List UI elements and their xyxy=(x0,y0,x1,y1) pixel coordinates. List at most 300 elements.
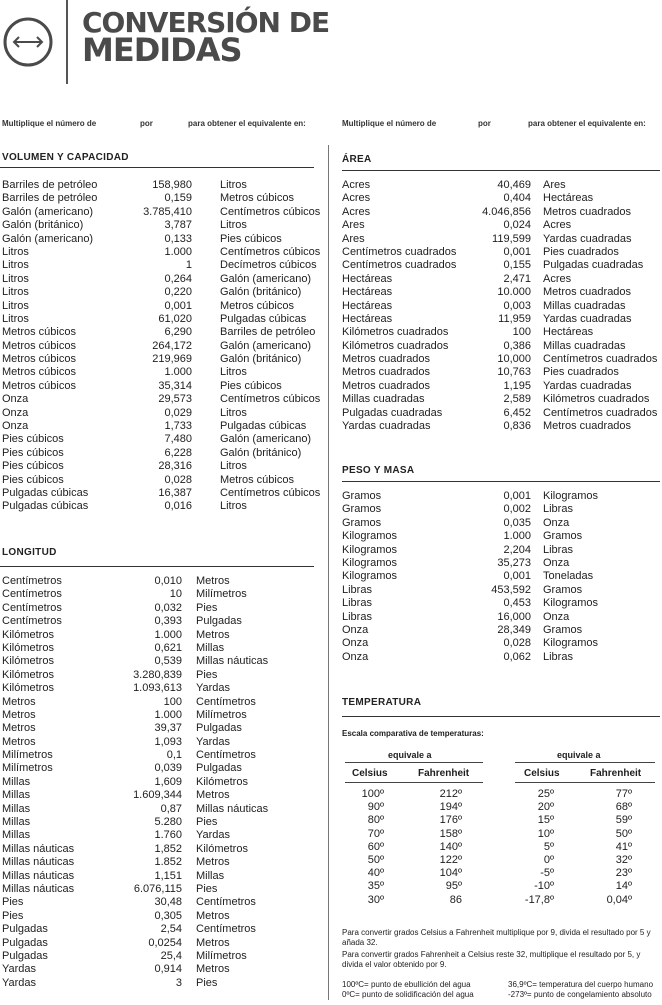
table-row xyxy=(2,937,314,950)
from-unit: Metros xyxy=(2,695,36,708)
celsius-header: Celsius xyxy=(352,768,388,779)
table-row xyxy=(2,179,314,192)
to-unit: Galón (británico) xyxy=(220,353,302,366)
from-unit: Galón (británico) xyxy=(2,219,84,232)
table-row xyxy=(342,393,660,406)
factor: 119,599 xyxy=(492,232,531,245)
table-row xyxy=(342,420,660,433)
factor: 1.000 xyxy=(503,530,531,543)
from-unit: Yardas xyxy=(2,976,37,989)
to-unit: Pies xyxy=(196,816,218,829)
factor: 0,010 xyxy=(154,575,182,587)
table-row xyxy=(342,233,660,246)
table-row xyxy=(342,179,660,192)
celsius-value: 35º xyxy=(367,880,384,893)
table-row xyxy=(342,326,660,339)
from-unit: Galón (americano) xyxy=(2,205,94,218)
to-unit: Yardas cuadradas xyxy=(543,312,632,325)
factor: 158,980 xyxy=(152,179,192,191)
from-unit: Litros xyxy=(2,312,29,325)
from-unit: Metros xyxy=(2,708,36,721)
table-row xyxy=(2,655,314,668)
from-unit: Litros xyxy=(2,286,29,299)
factor: 0,039 xyxy=(154,762,182,775)
celsius-value: 90º xyxy=(367,801,384,814)
to-unit: Gramos xyxy=(543,623,583,636)
from-unit: Gramos xyxy=(342,516,382,529)
factor: 0,024 xyxy=(503,219,531,232)
from-unit: Ares xyxy=(342,219,365,232)
section-title-weight: PESO Y MASA xyxy=(342,465,415,476)
table-row xyxy=(2,629,314,642)
to-unit: Kilogramos xyxy=(543,490,599,502)
from-unit: Kilómetros xyxy=(2,628,54,641)
table-row xyxy=(342,366,660,379)
celsius-value: -5º xyxy=(540,867,554,880)
from-unit: Metros xyxy=(2,735,36,748)
table-row xyxy=(342,192,660,205)
table-row xyxy=(342,544,660,557)
from-unit: Pulgadas xyxy=(2,936,48,949)
from-unit: Millas cuadradas xyxy=(342,393,425,406)
factor: 6,452 xyxy=(503,406,531,419)
header-divider xyxy=(66,0,68,84)
to-unit: Pulgadas xyxy=(196,722,242,735)
from-unit: Millas xyxy=(2,816,31,829)
factor: 0,035 xyxy=(503,516,531,529)
title-line-2: MEDIDAS xyxy=(82,31,242,69)
celsius-value: -17,8º xyxy=(524,893,554,906)
from-unit: Acres xyxy=(342,205,371,218)
to-unit: Pies xyxy=(196,882,218,895)
from-unit: Milímetros xyxy=(2,749,53,762)
to-unit: Gramos xyxy=(543,530,583,543)
factor: 1.000 xyxy=(154,628,182,641)
factor: 2,589 xyxy=(503,393,531,406)
from-unit: Millas xyxy=(2,802,31,815)
factor: 1,195 xyxy=(503,379,531,392)
factor: 1,093 xyxy=(154,735,182,748)
to-unit: Pulgadas cúbicas xyxy=(220,420,307,433)
to-unit: Pies xyxy=(196,668,218,681)
table-row xyxy=(342,597,660,610)
from-unit: Millas náuticas xyxy=(2,856,75,869)
table-row xyxy=(2,474,314,487)
from-unit: Pulgadas xyxy=(2,949,48,962)
to-unit: Pulgadas xyxy=(196,615,242,628)
instruction-part-a: Multiplique el número de xyxy=(2,119,97,128)
fahrenheit-value: 104º xyxy=(439,867,462,880)
to-unit: Metros cuadrados xyxy=(543,286,632,299)
factor: 0,028 xyxy=(164,473,192,486)
factor: 0,062 xyxy=(503,650,531,663)
section-rule xyxy=(0,566,314,567)
to-unit: Centímetros xyxy=(196,695,256,708)
table-row xyxy=(342,286,660,299)
from-unit: Pies cúbicos xyxy=(2,460,64,473)
table-row xyxy=(342,584,660,597)
factor: 10 xyxy=(169,588,182,601)
table-row xyxy=(2,696,314,709)
from-unit: Kilogramos xyxy=(342,543,398,556)
factor: 61,020 xyxy=(158,312,192,325)
to-unit: Milímetros xyxy=(196,708,247,721)
from-unit: Litros xyxy=(2,245,29,258)
factor: 0,029 xyxy=(164,406,192,419)
factor: 1,852 xyxy=(154,842,182,855)
from-unit: Hectáreas xyxy=(342,286,393,299)
factor: 0,133 xyxy=(164,232,192,245)
to-unit: Pies cúbicos xyxy=(220,379,282,392)
celsius-value: 20º xyxy=(537,801,554,814)
to-unit: Centímetros xyxy=(196,749,256,762)
table-row xyxy=(2,340,314,353)
to-unit: Litros xyxy=(220,179,247,191)
factor: 3,787 xyxy=(164,219,192,232)
celsius-header: Celsius xyxy=(524,768,560,779)
temperature-intro: Escala comparativa de temperaturas: xyxy=(342,729,484,738)
to-unit: Metros cúbicos xyxy=(220,473,294,486)
table-row xyxy=(2,615,314,628)
from-unit: Galón (americano) xyxy=(2,232,94,245)
celsius-value: 10º xyxy=(537,827,554,840)
to-unit: Kilómetros xyxy=(196,775,248,788)
to-unit: Metros cuadrados xyxy=(543,205,632,218)
factor: 0,001 xyxy=(503,570,531,583)
table-row xyxy=(2,326,314,339)
table-row xyxy=(2,192,314,205)
factor: 0,87 xyxy=(160,802,182,815)
to-unit: Millas xyxy=(196,641,225,654)
fahrenheit-value: 59º xyxy=(615,814,632,827)
fahrenheit-value: 23º xyxy=(615,867,632,880)
fahrenheit-value: 158º xyxy=(439,827,462,840)
to-unit: Centímetros cúbicos xyxy=(220,245,321,258)
table-row xyxy=(2,460,314,473)
from-unit: Onza xyxy=(342,623,369,636)
factor: 0,264 xyxy=(164,272,192,285)
to-unit: Metros xyxy=(196,789,230,802)
from-unit: Pies cúbicos xyxy=(2,433,64,446)
from-unit: Pulgadas cúbicas xyxy=(2,486,89,499)
table-row xyxy=(2,313,314,326)
factor: 3.280,839 xyxy=(133,668,182,681)
fahrenheit-value: 122º xyxy=(439,854,462,866)
table-row xyxy=(2,709,314,722)
fahrenheit-value: 68º xyxy=(615,801,632,814)
from-unit: Pies xyxy=(2,909,24,922)
to-unit: Acres xyxy=(543,219,572,232)
table-row xyxy=(2,963,314,976)
to-unit: Acres xyxy=(543,272,572,285)
factor: 100 xyxy=(512,326,531,339)
from-unit: Litros xyxy=(2,272,29,285)
from-unit: Metros cuadrados xyxy=(342,379,431,392)
celsius-value: 50º xyxy=(367,854,384,866)
to-unit: Onza xyxy=(543,556,570,569)
table-row xyxy=(342,637,660,650)
factor: 40,469 xyxy=(497,179,531,191)
celsius-value: 25º xyxy=(537,788,554,800)
factor: 2,54 xyxy=(160,923,182,936)
from-unit: Centímetros cuadrados xyxy=(342,245,457,258)
from-unit: Kilogramos xyxy=(342,556,398,569)
table-row xyxy=(2,219,314,232)
factor: 30,48 xyxy=(154,896,182,909)
header xyxy=(0,0,662,84)
table-row xyxy=(342,246,660,259)
to-unit: Centímetros xyxy=(196,896,256,909)
from-unit: Yardas cuadradas xyxy=(342,420,431,433)
to-unit: Galón (americano) xyxy=(220,339,312,352)
from-unit: Gramos xyxy=(342,490,382,502)
factor: 0,386 xyxy=(503,339,531,352)
table-row xyxy=(342,219,660,232)
table-row xyxy=(342,340,660,353)
to-unit: Kilómetros cuadrados xyxy=(543,393,650,406)
from-unit: Millas xyxy=(2,789,31,802)
table-row xyxy=(2,420,314,433)
table-row xyxy=(2,736,314,749)
factor: 0,016 xyxy=(164,500,192,513)
section-rule xyxy=(0,167,314,168)
title-line-1: CONVERSIÓN DE xyxy=(82,6,330,39)
to-unit: Millas cuadradas xyxy=(543,339,626,352)
factor: 2,204 xyxy=(503,543,531,556)
from-unit: Pulgadas cúbicas xyxy=(2,500,89,513)
table-row xyxy=(342,611,660,624)
from-unit: Kilómetros xyxy=(2,641,54,654)
to-unit: Pulgadas cuadradas xyxy=(543,259,644,272)
factor: 0,028 xyxy=(503,637,531,650)
to-unit: Gramos xyxy=(543,583,583,596)
from-unit: Yardas xyxy=(2,963,37,976)
from-unit: Metros cúbicos xyxy=(2,366,76,379)
factor: 28,349 xyxy=(497,623,531,636)
to-unit: Kilogramos xyxy=(543,637,599,650)
factor: 0,621 xyxy=(154,641,182,654)
table-row xyxy=(342,517,660,530)
from-unit: Kilómetros cuadrados xyxy=(342,339,449,352)
factor: 0,003 xyxy=(503,299,531,312)
table-row xyxy=(2,366,314,379)
factor: 3.785,410 xyxy=(143,205,192,218)
from-unit: Onza xyxy=(2,406,29,419)
to-unit: Toneladas xyxy=(543,570,594,583)
celsius-value: 15º xyxy=(537,814,554,827)
factor: 1.000 xyxy=(164,366,192,379)
from-unit: Kilómetros cuadrados xyxy=(342,326,449,339)
table-row xyxy=(2,433,314,446)
to-unit: Kilómetros xyxy=(196,842,248,855)
equivalence-label: equivale a xyxy=(388,750,432,760)
factor: 0,1 xyxy=(166,749,182,762)
factor: 1 xyxy=(185,259,192,272)
factor: 1.093,613 xyxy=(133,682,182,695)
celsius-value: 60º xyxy=(367,840,384,853)
header-rule xyxy=(515,782,655,783)
factor: 0,453 xyxy=(503,597,531,610)
factor: 0,001 xyxy=(164,299,192,312)
to-unit: Libras xyxy=(543,543,573,556)
from-unit: Barriles de petróleo xyxy=(2,192,98,205)
to-unit: Kilogramos xyxy=(543,597,599,610)
to-unit: Millas náuticas xyxy=(196,802,269,815)
from-unit: Centímetros xyxy=(2,601,62,614)
from-unit: Onza xyxy=(342,650,369,663)
factor: 0,155 xyxy=(503,259,531,272)
to-unit: Yardas cuadradas xyxy=(543,379,632,392)
to-unit: Hectáreas xyxy=(543,192,594,205)
table-row xyxy=(2,245,321,259)
fahrenheit-value: 41º xyxy=(615,840,632,853)
celsius-value: -10º xyxy=(534,880,554,893)
celsius-value: 70º xyxy=(367,827,384,840)
to-unit: Hectáreas xyxy=(543,326,594,339)
absolute-zero-note: -273º= punto de congelamiento absoluto xyxy=(508,990,652,999)
header-rule xyxy=(345,762,483,763)
table-row xyxy=(2,486,321,500)
from-unit: Milímetros xyxy=(2,762,53,775)
to-unit: Pies cúbicos xyxy=(220,232,282,245)
section-title-length: LONGITUD xyxy=(2,547,57,558)
factor: 28,316 xyxy=(158,460,192,473)
factor: 0,159 xyxy=(164,192,192,205)
celsius-value: 40º xyxy=(367,867,384,880)
section-rule xyxy=(342,481,660,482)
factor: 0,393 xyxy=(154,615,182,628)
factor: 0,032 xyxy=(154,601,182,614)
instruction-part-b: por xyxy=(140,119,153,128)
to-unit: Pies xyxy=(196,976,218,989)
celsius-value: 100º xyxy=(361,788,384,800)
table-row xyxy=(2,273,314,286)
fahrenheit-value: 14º xyxy=(615,880,632,893)
table-row xyxy=(342,624,660,637)
length-table xyxy=(2,575,314,990)
from-unit: Metros cúbicos xyxy=(2,326,76,339)
section-title-volume: VOLUMEN Y CAPACIDAD xyxy=(2,152,129,163)
area-table xyxy=(342,179,660,433)
to-unit: Libras xyxy=(543,503,573,516)
fahrenheit-header: Fahrenheit xyxy=(590,768,642,779)
factor: 4.046,856 xyxy=(482,205,531,218)
from-unit: Kilómetros xyxy=(2,655,54,668)
factor: 100 xyxy=(163,695,182,708)
table-row xyxy=(2,749,314,762)
table-row xyxy=(342,651,660,664)
table-row xyxy=(2,762,314,775)
factor: 1.760 xyxy=(154,829,182,842)
body-temperature-note: 36,9ºC= temperatura del cuerpo humano xyxy=(508,980,654,989)
to-unit: Yardas xyxy=(196,682,231,695)
from-unit: Hectáreas xyxy=(342,272,393,285)
to-unit: Libras xyxy=(543,650,573,663)
fahrenheit-value: 140º xyxy=(439,840,462,853)
factor: 11,959 xyxy=(498,312,531,325)
table-row xyxy=(2,447,314,460)
section-title-area: ÁREA xyxy=(342,154,372,165)
header-rule xyxy=(515,762,655,763)
section-rule xyxy=(342,716,660,717)
factor: 25,4 xyxy=(160,949,182,962)
table-row xyxy=(342,407,660,420)
table-row xyxy=(342,300,660,313)
from-unit: Centímetros cuadrados xyxy=(342,259,457,272)
factor: 29,573 xyxy=(158,393,192,406)
factor: 0,914 xyxy=(154,963,182,976)
to-unit: Metros xyxy=(196,909,230,922)
from-unit: Libras xyxy=(342,583,372,596)
table-row xyxy=(2,233,314,246)
table-row xyxy=(2,977,314,990)
factor: 1.000 xyxy=(164,245,192,258)
from-unit: Metros cúbicos xyxy=(2,339,76,352)
from-unit: Pies xyxy=(2,896,24,909)
from-unit: Millas náuticas xyxy=(2,842,75,855)
to-unit: Pulgadas cúbicas xyxy=(220,312,307,325)
table-row xyxy=(2,923,314,936)
table-row xyxy=(2,380,314,393)
factor: 6,290 xyxy=(164,326,192,339)
from-unit: Metros cuadrados xyxy=(342,353,431,366)
to-unit: Litros xyxy=(220,219,247,232)
factor: 0,539 xyxy=(154,655,182,668)
instruction-part-a: Multiplique el número de xyxy=(342,119,437,128)
table-row xyxy=(2,353,314,366)
factor: 264,172 xyxy=(152,339,192,352)
from-unit: Acres xyxy=(342,179,371,191)
factor: 6,228 xyxy=(164,446,192,459)
header-rule xyxy=(345,782,483,783)
table-row xyxy=(2,259,317,272)
table-row xyxy=(2,300,314,313)
freezing-point-note: 0ºC= punto de solidificación del agua xyxy=(342,990,474,999)
to-unit: Metros xyxy=(196,936,230,949)
factor: 1.609,344 xyxy=(133,789,182,802)
fahrenheit-value: 212º xyxy=(439,788,462,800)
factor: 0,002 xyxy=(503,503,531,516)
to-unit: Galón (británico) xyxy=(220,286,302,299)
to-unit: Pies cuadrados xyxy=(543,245,619,258)
factor: 16,387 xyxy=(158,486,192,499)
section-title-temperature: TEMPERATURA xyxy=(342,697,422,708)
table-row xyxy=(342,557,660,570)
factor: 1.000 xyxy=(154,708,182,721)
to-unit: Galón (americano) xyxy=(220,272,312,285)
table-row xyxy=(342,206,660,219)
fahrenheit-value: 95º xyxy=(445,880,462,893)
to-unit: Barriles de petróleo xyxy=(220,326,316,339)
from-unit: Millas náuticas xyxy=(2,869,75,882)
from-unit: Metros cúbicos xyxy=(2,379,76,392)
table-row xyxy=(2,286,314,299)
factor: 10,000 xyxy=(497,353,531,366)
from-unit: Millas xyxy=(2,775,31,788)
table-row xyxy=(2,575,314,588)
table-row xyxy=(2,669,314,682)
to-unit: Yardas xyxy=(196,829,231,842)
to-unit: Metros xyxy=(196,575,230,587)
to-unit: Decímetros cúbicos xyxy=(220,259,317,272)
to-unit: Pies cuadrados xyxy=(543,366,619,379)
instruction-part-c: para obtener el equivalente en: xyxy=(528,119,646,128)
to-unit: Ares xyxy=(543,179,566,191)
to-unit: Galón (americano) xyxy=(220,433,312,446)
fahrenheit-value: 0,04º xyxy=(606,893,632,906)
volume-table xyxy=(2,179,321,514)
factor: 1,151 xyxy=(154,869,182,882)
